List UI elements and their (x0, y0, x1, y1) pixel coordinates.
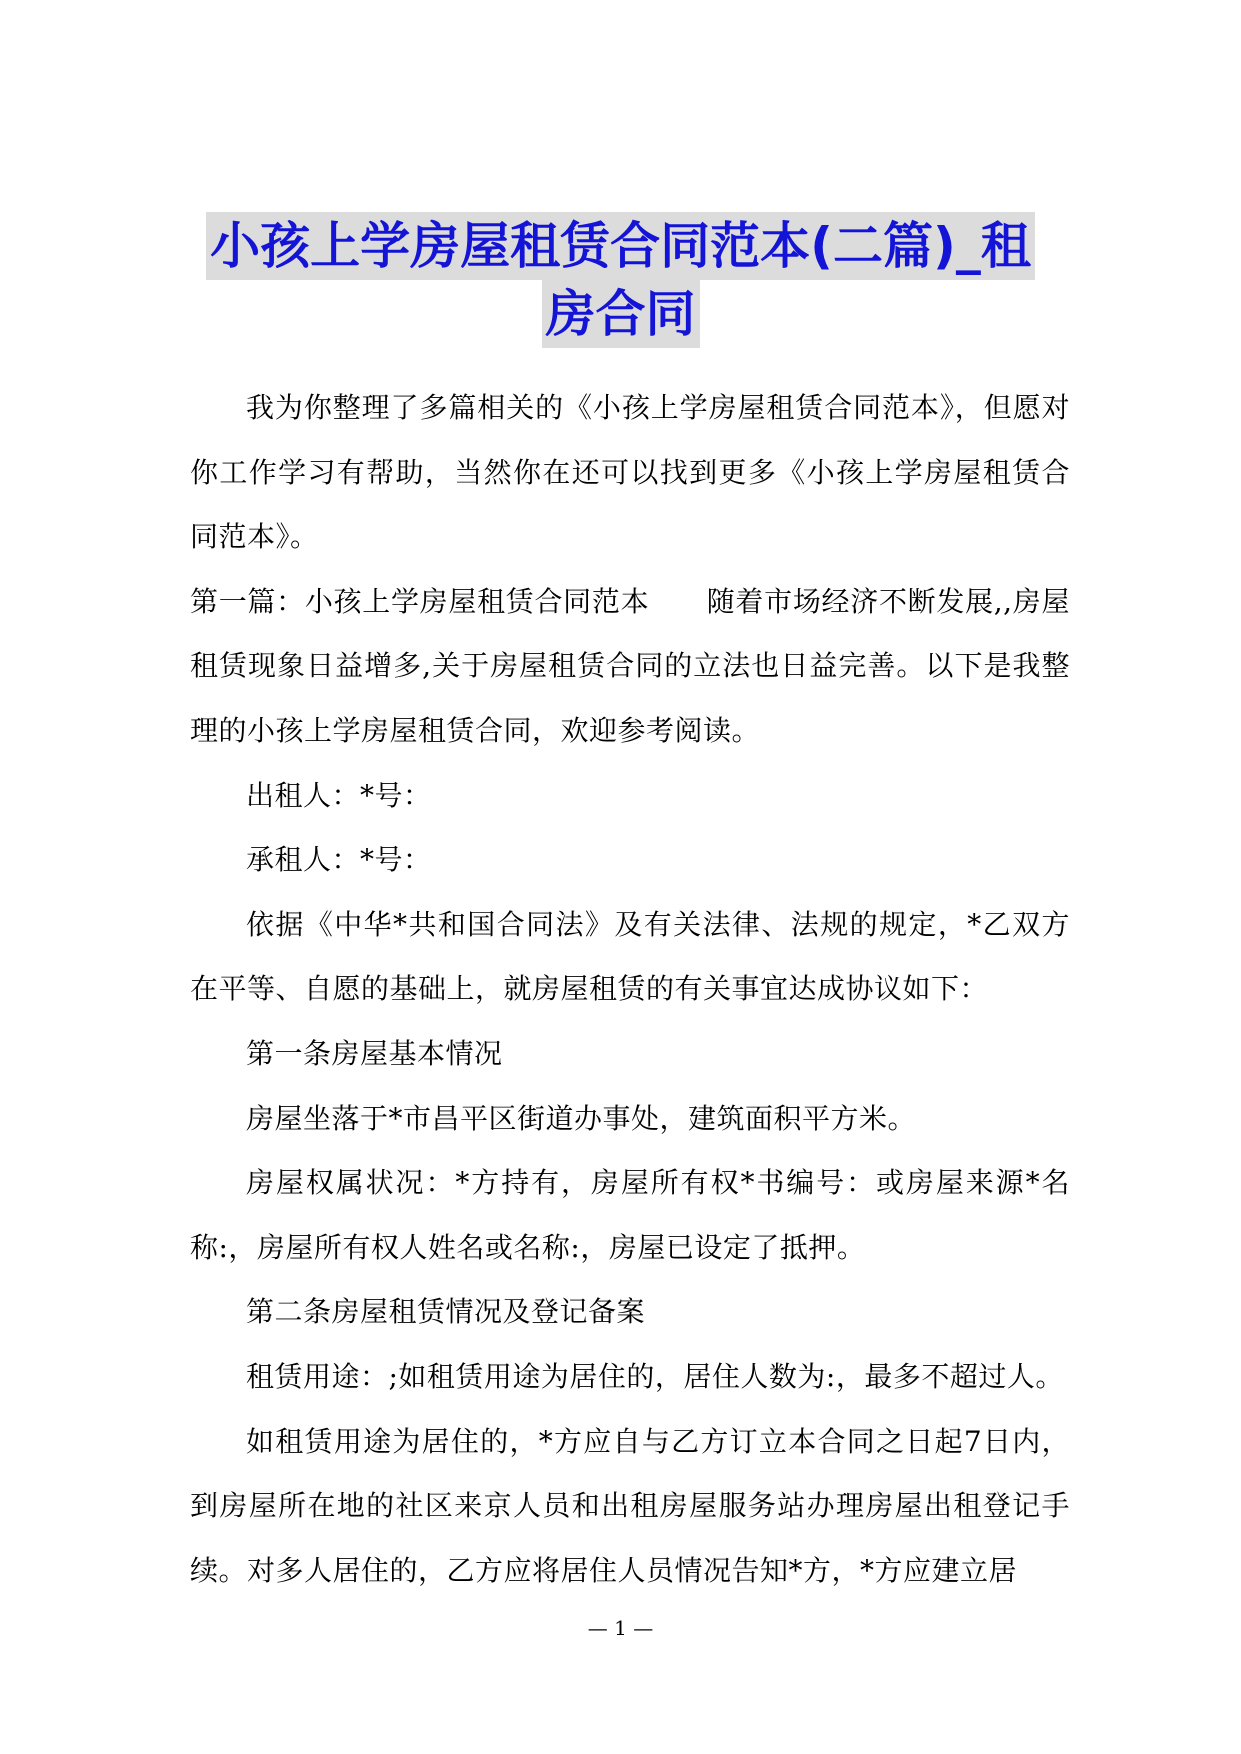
paragraph: 第一篇：小孩上学房屋租赁合同范本 随着市场经济不断发展,,房屋租赁现象日益增多,关于房屋租赁合同的立法也日益完善。以下是我整理的小孩上学房屋租赁合同，欢迎参考阅读。 (190, 584, 1070, 747)
paragraph: 第一条房屋基本情况 (246, 1036, 503, 1070)
paragraph: 租赁用途：;如租赁用途为居住的，居住人数为:，最多不超过人。 (246, 1359, 1064, 1393)
paragraph: 房屋权属状况：*方持有，房屋所有权*书编号：或房屋来源*名称:，房屋所有权人姓名或名称:，房屋已设定了抵押。 (190, 1166, 1070, 1264)
paragraph: 依据《中华*共和国合同法》及有关法律、法规的规定，*乙双方在平等、自愿的基础上，就房屋租赁的有关事宜达成协议如下： (190, 907, 1070, 1006)
document-body (190, 376, 1070, 1603)
paragraph: 我为你整理了多篇相关的《小孩上学房屋租赁合同范本》，但愿对你工作学习有帮助，当然你在还可以找到更多《小孩上学房屋租赁合同范本》。 (190, 391, 1070, 554)
title-line-1: 小孩上学房屋租赁合同范本(二篇)_租 (206, 212, 1035, 280)
document-title (150, 212, 1091, 348)
paragraph: 出租人：*号： (246, 778, 432, 812)
paragraph: 承租人：*号： (246, 843, 432, 877)
title-line-2: 房合同 (542, 280, 700, 348)
page-number: — 1 — (587, 1616, 654, 1640)
paragraph: 如租赁用途为居住的，*方应自与乙方订立本合同之日起7日内，到房屋所在地的社区来京人员和出租房屋服务站办理房屋出租登记手续。对多人居住的，乙方应将居住人员情况告知*方，*方应建立居 (190, 1424, 1070, 1587)
paragraph: 房屋坐落于*市昌平区街道办事处，建筑面积平方米。 (246, 1101, 917, 1135)
paragraph: 第二条房屋租赁情况及登记备案 (246, 1295, 646, 1329)
